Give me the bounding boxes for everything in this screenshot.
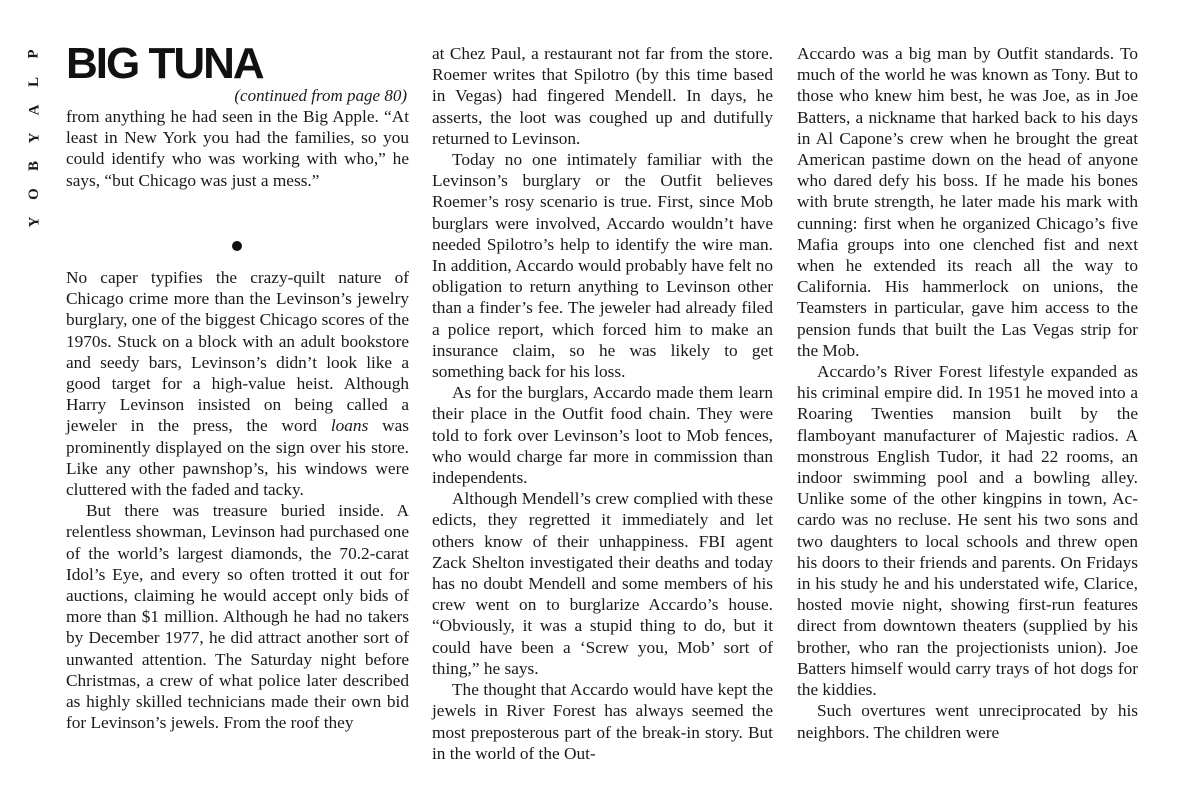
section-break-bullet [232,241,242,251]
text-run: was prominently displayed on the sign over his store. Like any other pawnshop’s, his windows were cluttered with the faded and tacky. [66,416,409,500]
paragraph: Today no one intimately familiar with the Levinson’s burglary or the Outfit believes Roemer’s rosy scenario is true. First, since Mob burglars were involved, Accardo wouldn’t have needed Spilotro’s help to identify the wire man. In addition, Accardo would probably have felt no obligation to return anything to Levinson other than a finder’s fee. The jeweler had already filed a police report, which forced him to make an insurance claim, so he was likely to get something back for his loss. [432,150,773,382]
column-2 [432,43,773,764]
column-1-bottom [66,267,409,733]
continued-from-note: (continued from page 80) [234,86,407,105]
article-title: BIG TUNA [66,39,263,88]
folio-letter: Y [26,216,42,228]
emphasis-word: loans [330,416,369,436]
folio-letter: A [26,104,42,116]
folio-letter: L [25,76,42,88]
text-run: No caper typifies the crazy-quilt nature of Chicago crime more than the Levinson’s jewelry burglary, one of the biggest Chicago scores of the 1970s. Stuck on a block with an adult bookstore and seedy bars, Levinson’s didn’t look like a good target for a high-value heist. Although Harry Levinson insisted on being called a jeweler in the press, the word [66,268,409,436]
paragraph: Accardo was a big man by Outfit standards. To much of the world he was known as Tony. But to those who knew him best, he was Joe, as in Joe Batters, a nickname that harked back to his days in Al Capone’s crew when he brought the great American pastime down on the head of anyone who dared defy his boss. If he made his bones with brute strength, he later made his mark with cunning: first when he organized Chicago’s five Mafia groups into one clenched fist and next when he extended its reach all the way to California. His hammerlock on unions, the Teamsters in particular, gave him access to the pension funds that built the Las Vegas strip for the Mob. [797,44,1138,360]
paragraph [66,267,409,500]
paragraph: Although Mendell’s crew complied with these edicts, they regretted it immediately and let others know of their unhappiness. FBI agent Zack Shelton investigated their deaths and today has no doubt Mendell and some members of his crew went on to burglarize Accardo’s house. “Obviously, it was a stupid thing to do, but it could have been a ‘Screw you, Mob’ sort of thing,” he says. [432,489,773,678]
paragraph: at Chez Paul, a restaurant not far from the store. Roemer writes that Spilotro (by this time based in Vegas) had fingered Mendell. In days, he asserts, the loot was coughed up and dutifully returned to Levinson. [432,44,773,148]
column-3 [797,43,1138,743]
paragraph: from anything he had seen in the Big Apple. “At least in New York you had the families, so you could identify who was working with who,” he says, “but Chicago was just a mess.” [66,107,409,190]
paragraph: Such overtures went unreciprocated by his neighbors. The children were [797,701,1138,742]
paragraph: But there was treasure buried inside. A relentless showman, Levinson had purchased one of the world’s largest diamonds, the 70.2-carat Idol’s Eye, and every so often trotted it out for auctions, claiming he would accept only bids of more than $1 million. Although he had no takers by December 1977, he did attract another sort of unwanted attention. The Saturday night before Christmas, a crew of what police later described as highly skilled technicians made their own bid for Levinson’s jewels. From the roof they [66,501,409,733]
folio-letter: O [25,188,42,200]
paragraph: As for the burglars, Accardo made them learn their place in the Outfit food chain. They were told to fork over Levinson’s loot to Mob fences, who would charge far more in commission than independents. [432,383,773,488]
folio-letter: B [25,160,42,172]
folio-letter: Y [26,132,42,144]
paragraph: The thought that Accardo would have kept the jewels in River Forest has always seemed the most preposterous part of the break-in story. But in the world of the Out- [432,680,773,763]
paragraph: Accardo’s River Forest lifestyle expanded as his criminal empire did. In 1951 he moved into a Roaring Twenties mansion built by the flamboyant manufacturer of Majestic radios. A monstrous English Tudor, it had 22 rooms, an indoor swimming pool and a bowling alley. Unlike some of the other kingpins in town, Accardo was no recluse. He sent his two sons and two daughters to local schools and threw open his doors to their friends and parents. On Fridays in his study he and his understated wife, Clarice, hosted movie night, showing first-run features direct from downtown theaters (supplied by his brother, who ran the projectionists union). Joe Batters himself would carry trays of hot dogs for the kiddies. [797,362,1138,700]
column-1-top [66,106,409,191]
folio-letter: P [25,49,42,59]
magazine-folio [22,40,46,236]
